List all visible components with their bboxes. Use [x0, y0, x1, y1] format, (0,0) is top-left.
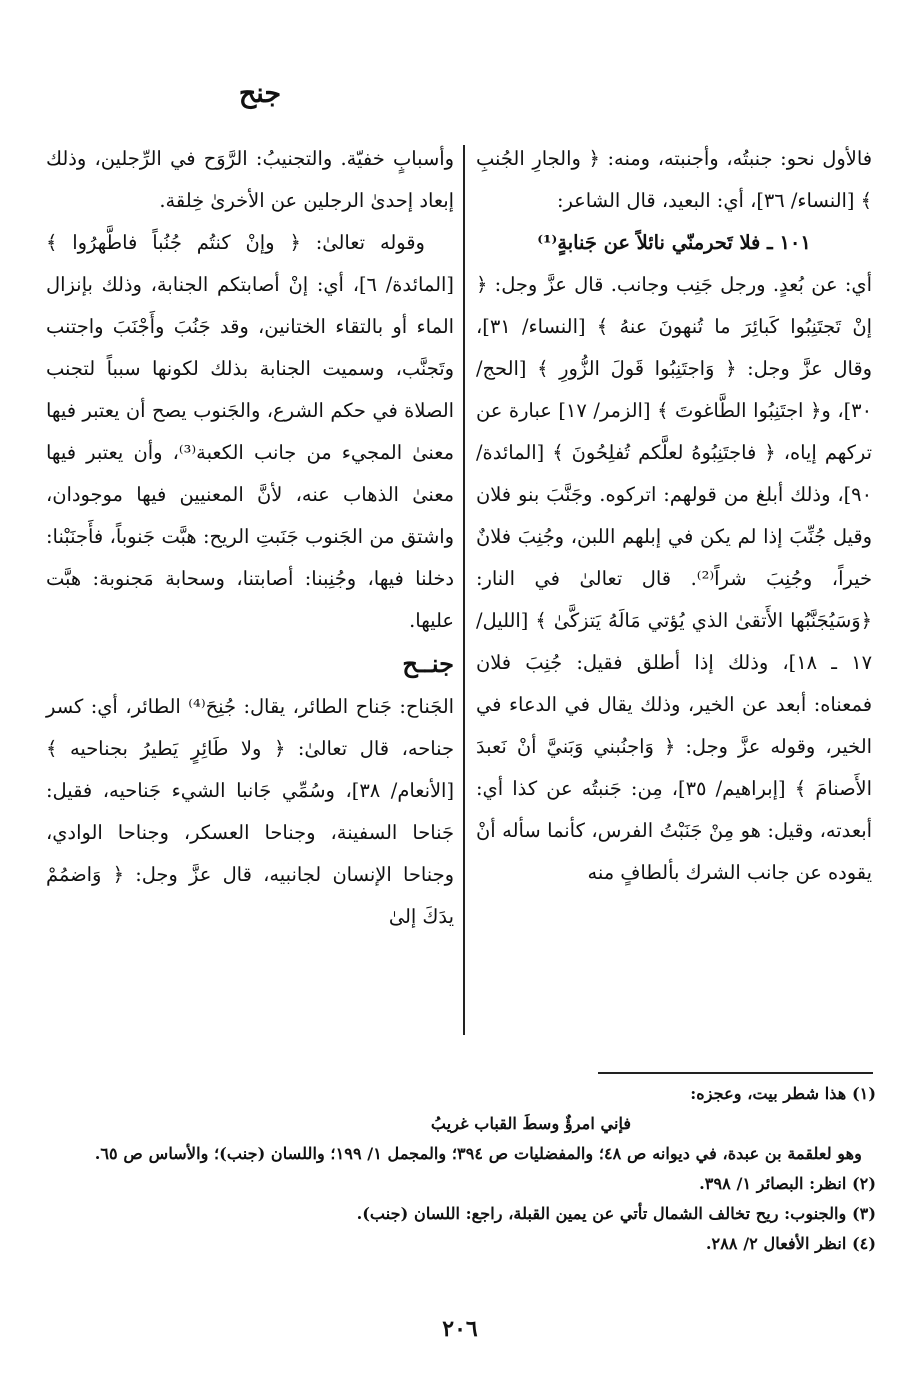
footnote-1: (١) هذا شطر بيت، وعجزه: [690, 1084, 876, 1103]
right-column [476, 138, 872, 1038]
footnote-verse: فإني امرؤٌ وسطَ القباب غريبُ [430, 1114, 632, 1133]
footnotes [46, 1079, 876, 1259]
poetry-verse: ١٠١ ـ فلا تَحرمنّي نائلاً عن جَنابةٍ⁽¹⁾ [537, 231, 811, 254]
paragraph: الجَناح: جَناح الطائر، يقال: جُنِحَ⁽⁴⁾ الطائر، أي: كسر جناحه، قال تعالىٰ: ﴿ ولا طَائِرٍ يَطيرُ بجناحيه ﴾ [الأنعام/ ٣٨]، وسُمِّي جَانبا الشيء جَناحيه، فقيل: جَناحا السفينة، وجناحا العسكر، وجناحا الوادي، وجناحا الإنسان لجانبيه، قال عزَّ وجل: ﴿ وَاضمُمْ يدَكَ إلىٰ [46, 695, 455, 928]
entry-heading: جنــح [402, 649, 454, 678]
running-header-root: جنح [238, 78, 282, 109]
footnote-divider [598, 1072, 873, 1074]
paragraph: وقوله تعالىٰ: ﴿ وإنْ كنتُم جُنُباً فاطَّهرُوا ﴾ [المائدة/ ٦]، أي: إنْ أصابتكم الجنابة، وذلك بإنزال الماء أو بالتقاء الختانين، وقد جَنُبَ وأَجْنَبَ واجتنب وتَجنَّب، وسميت الجنابة بذلك لكونها سبباً لتجنب الصلاة في حكم الشرع، والجَنوب يصح أن يعتبر فيها معنىٰ المجيء من جانب الكعبة⁽³⁾، وأن يعتبر فيها معنىٰ الذهاب عنه، لأنَّ المعنيين فيها موجودان، واشتق من الجَنوب جَنَبتِ الريح: هبَّت جَنوباً، فأَجنَبْنا: دخلنا فيها، وجُنِبنا: أصابتنا، وسحابة مَجنوبة: هبَّت عليها. [46, 231, 454, 632]
footnote-source: وهو لعلقمة بن عبدة، في ديوانه ص ٤٨؛ والمفضليات ص ٣٩٤؛ والمجمل ١/ ١٩٩؛ واللسان (جنب)؛ والأساس ص ٦٥. [94, 1144, 862, 1163]
column-divider [463, 145, 465, 1035]
paragraph: أي: عن بُعدٍ. ورجل جَنِب وجانب. قال عزَّ وجل: ﴿ إنْ تَجتَنِبُوا كَبائِرَ ما تُنهونَ عنهُ ﴾ [النساء/ ٣١]، وقال عزَّ وجل: ﴿ وَاجتَنِبُوا قَولَ الزُّورِ ﴾ [الحج/ ٣٠]، و﴿ اجتَنِبُوا الطَّاغوتَ ﴾ [الزمر/ ١٧] عبارة عن تركهم إياه، ﴿ فاجتَنِبُوهُ لعلَّكم تُفلِحُونَ ﴾ [المائدة/ ٩٠]، وذلك أبلغ من قولهم: اتركوه. وجَنَّبَ بنو فلان وقيل جُنِّبَ إذا لم يكن في إبلهم اللبن، وجُنِبَ فلانٌ خيراً، وجُنِبَ شراً⁽²⁾. قال تعالىٰ في النار: ﴿وَسَيُجَنَّبُها الأَتقىٰ الذي يُؤتي مَالَهُ يَتزكَّىٰ ﴾ [الليل/ ١٧ ـ ١٨]، وذلك إذا أطلق فقيل: جُنِبَ فلان فمعناه: أبعد عن الخير، وذلك يقال في الدعاء في الخير، وقوله عزَّ وجل: ﴿ وَاجنُبني وَبَنيَّ أنْ نَعبدَ الأَصنامَ ﴾ [إبراهيم/ ٣٥]، مِن: جَنبتُه عن كذا أي: أبعدته، وقيل: هو مِنْ جَنَبْتُ الفرس، كأنما سأله أنْ يقوده عن جانب الشرك بألطافٍ منه [476, 273, 873, 884]
paragraph: فالأول نحو: جنبتُه، وأجنبته، ومنه: ﴿ والجارِ الجُنبِ ﴾ [النساء/ ٣٦]، أي: البعيد، قال الشاعر: [476, 147, 872, 212]
left-column [46, 138, 454, 1038]
paragraph: وأسبابٍ خفيّة. والتجنيبُ: الرَّوَح في الرِّجلين، وذلك إبعاد إحدىٰ الرجلين عن الأخرىٰ خِلقة. [46, 147, 454, 212]
footnote-2: (٢) انظر: البصائر ١/ ٣٩٨. [699, 1174, 876, 1193]
footnote-4: (٤) انظر الأفعال ٢/ ٢٨٨. [705, 1234, 876, 1253]
page-number: ٢٠٦ [442, 1316, 478, 1342]
footnote-3: (٣) والجنوب: ريح تخالف الشمال تأتي عن يمين القبلة، راجع: اللسان (جنب). [356, 1204, 876, 1223]
